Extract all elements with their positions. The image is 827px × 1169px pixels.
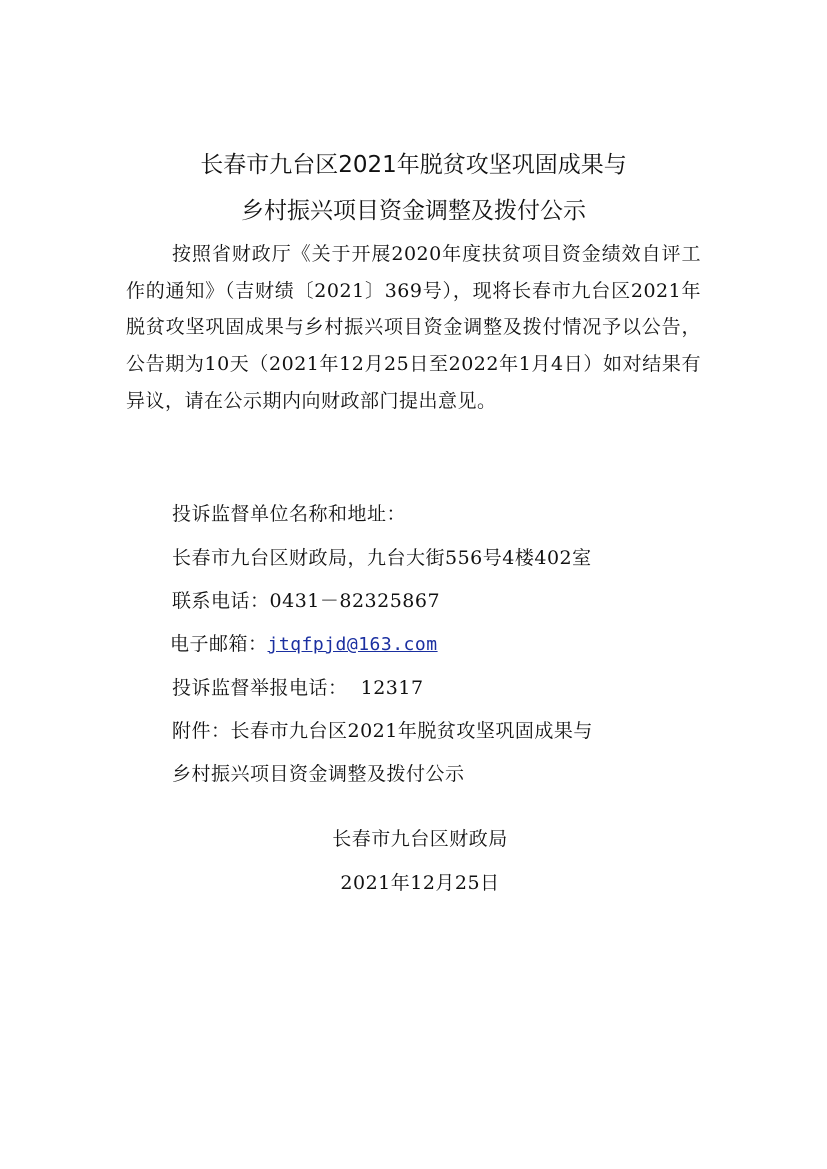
contact-phone-value: 0431－82325867 bbox=[269, 590, 441, 612]
body-paragraph: 按照省财政厅《关于开展2020年度扶贫项目资金绩效自评工作的通知》（吉财绩〔2021〕369号），现将长春市九台区2021年脱贫攻坚巩固成果与乡村振兴项目资金调整及拨付情况予以公告，公告期为10天（2021年12月25日至2022年1月4日）如对结果有异议，请在公示期内向财政部门提出意见。 bbox=[126, 243, 701, 412]
issuer: 长春市九台区财政局 bbox=[332, 828, 508, 850]
attachment-line1: 附件：长春市九台区2021年脱贫攻坚巩固成果与 bbox=[172, 720, 593, 742]
hotline-row bbox=[172, 676, 424, 700]
email-link[interactable]: jtqfpjd@163.com bbox=[267, 634, 438, 655]
contact-phone bbox=[172, 589, 440, 613]
complaint-label: 投诉监督单位名称和地址： bbox=[172, 503, 407, 525]
document-title-line2: 乡村振兴项目资金调整及拨付公示 bbox=[241, 198, 586, 224]
contact-phone-label: 联系电话： bbox=[172, 590, 270, 612]
document-title-line1: 长春市九台区2021年脱贫攻坚巩固成果与 bbox=[200, 152, 627, 178]
hotline-value: 12317 bbox=[360, 677, 424, 699]
email-row bbox=[170, 632, 438, 657]
email-label: 电子邮箱： bbox=[170, 633, 268, 655]
issue-date: 2021年12月25日 bbox=[340, 872, 500, 894]
complaint-address: 长春市九台区财政局，九台大街556号4楼402室 bbox=[172, 547, 592, 569]
attachment-line2: 乡村振兴项目资金调整及拨付公示 bbox=[172, 763, 465, 785]
hotline-label: 投诉监督举报电话： bbox=[172, 677, 348, 699]
